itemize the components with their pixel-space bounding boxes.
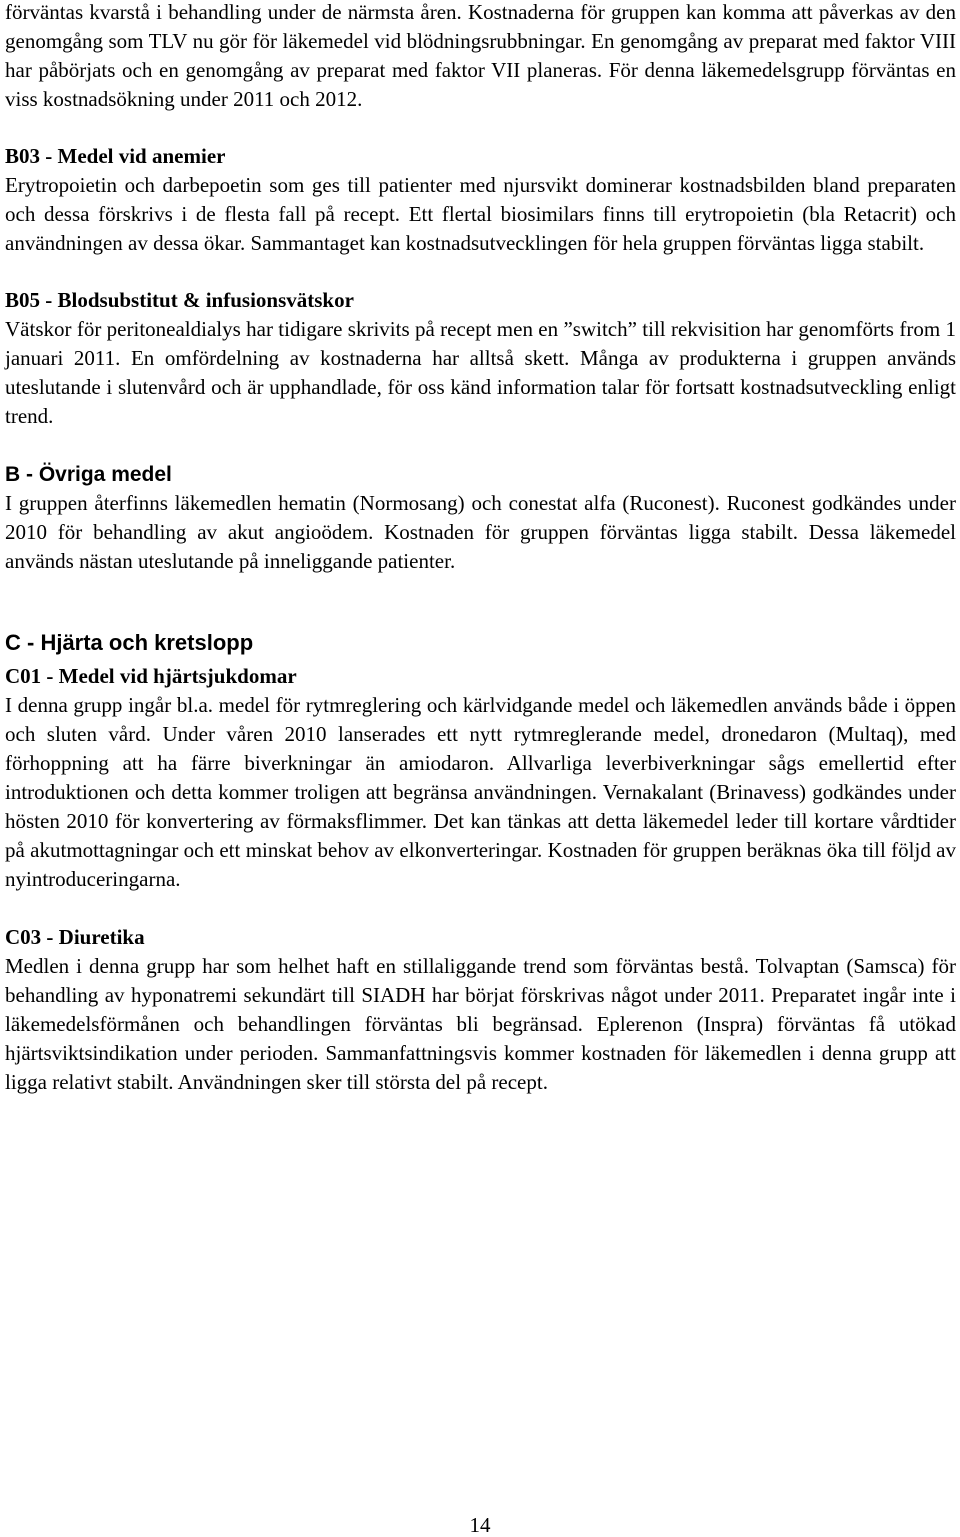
section-b05 — [5, 286, 956, 431]
section-c03 — [5, 923, 956, 1097]
section-heading: B - Övriga medel — [5, 463, 172, 486]
section-heading: B03 - Medel vid anemier — [5, 144, 226, 168]
section-body: Erytropoietin och darbepoetin som ges till patienter med njursvikt dominerar kostnadsbilden bland preparaten och dessa förskrivs i de flesta fall på recept. Ett flertal biosimilars finns till erytropoietin (bla Retacrit) och användningen av dessa ökar. Sammantaget kan kostnadsutvecklingen för hela gruppen förväntas ligga stabilt. — [5, 173, 956, 255]
section-b-ovriga — [5, 460, 956, 576]
section-heading: B05 - Blodsubstitut & infusionsvätskor — [5, 288, 354, 312]
intro-paragraph: förväntas kvarstå i behandling under de närmsta åren. Kostnaderna för gruppen kan komma att påverkas av den genomgång som TLV nu gör för läkemedel vid blödningsrubbningar. En genomgång av preparat med faktor VIII har påbörjats och en genomgång av preparat med faktor VII planeras. För denna läkemedelsgrupp förväntas en viss kostnadsökning under 2011 och 2012. — [5, 0, 956, 111]
chapter-title: C - Hjärta och kretslopp — [5, 630, 254, 655]
section-body: Vätskor för peritonealdialys har tidigare skrivits på recept men en ”switch” till rekvisition har genomförts from 1 januari 2011. En omfördelning av kostnaderna har alltså skett. Många av produkterna i gruppen används uteslutande i slutenvård och är upphandlade, för oss känd information talar för fortsatt kostnadsutveckling enligt trend. — [5, 317, 956, 428]
section-c01 — [5, 662, 956, 894]
section-body: I denna grupp ingår bl.a. medel för rytmreglering och kärlvidgande medel och läkemedlen används både i öppen och sluten vård. Under våren 2010 lanserades ett nytt rytmreglerande medel, dronedaron (Multaq), med förhoppning att ha färre biverkningar än amiodaron. Allvarliga leverbiverkningar sågs emellertid efter introduktionen och detta kommer troligen att begränsa användningen. Vernakalant (Brinavess) godkändes under hösten 2010 för konvertering av förmaksflimmer. Det kan tänkas att detta läkemedel leder till kortare vårdtider på akutmottagningar och ett minskat behov av elkonverteringar. Kostnaden för gruppen beräknas öka till följd av nyintroduceringarna. — [5, 693, 956, 891]
page-number: 14 — [469, 1513, 491, 1537]
section-body: Medlen i denna grupp har som helhet haft en stillaliggande trend som förväntas bestå. Tolvaptan (Samsca) för behandling av hyponatremi sekundärt till SIADH har börjat förskrivas något under 2011. Preparatet ingår inte i läkemedelsförmånen och behandlingen förväntas bli begränsad. Eplerenon (Inspra) förväntas få utökad hjärtsviktsindikation under perioden. Sammanfattningsvis kommer kostnaden för läkemedlen i denna grupp att ligga relativt stabilt. Användningen sker till största del på recept. — [5, 954, 956, 1094]
section-heading: C01 - Medel vid hjärtsjukdomar — [5, 664, 297, 688]
document-page — [5, 0, 956, 1097]
section-heading: C03 - Diuretika — [5, 925, 145, 949]
section-b03 — [5, 142, 956, 258]
section-body: I gruppen återfinns läkemedlen hematin (Normosang) och conestat alfa (Ruconest). Ruconest godkändes under 2010 för behandling av akut angioödem. Kostnaden för gruppen förväntas ligga stabilt. Dessa läkemedel används nästan uteslutande på inneliggande patienter. — [5, 491, 956, 573]
